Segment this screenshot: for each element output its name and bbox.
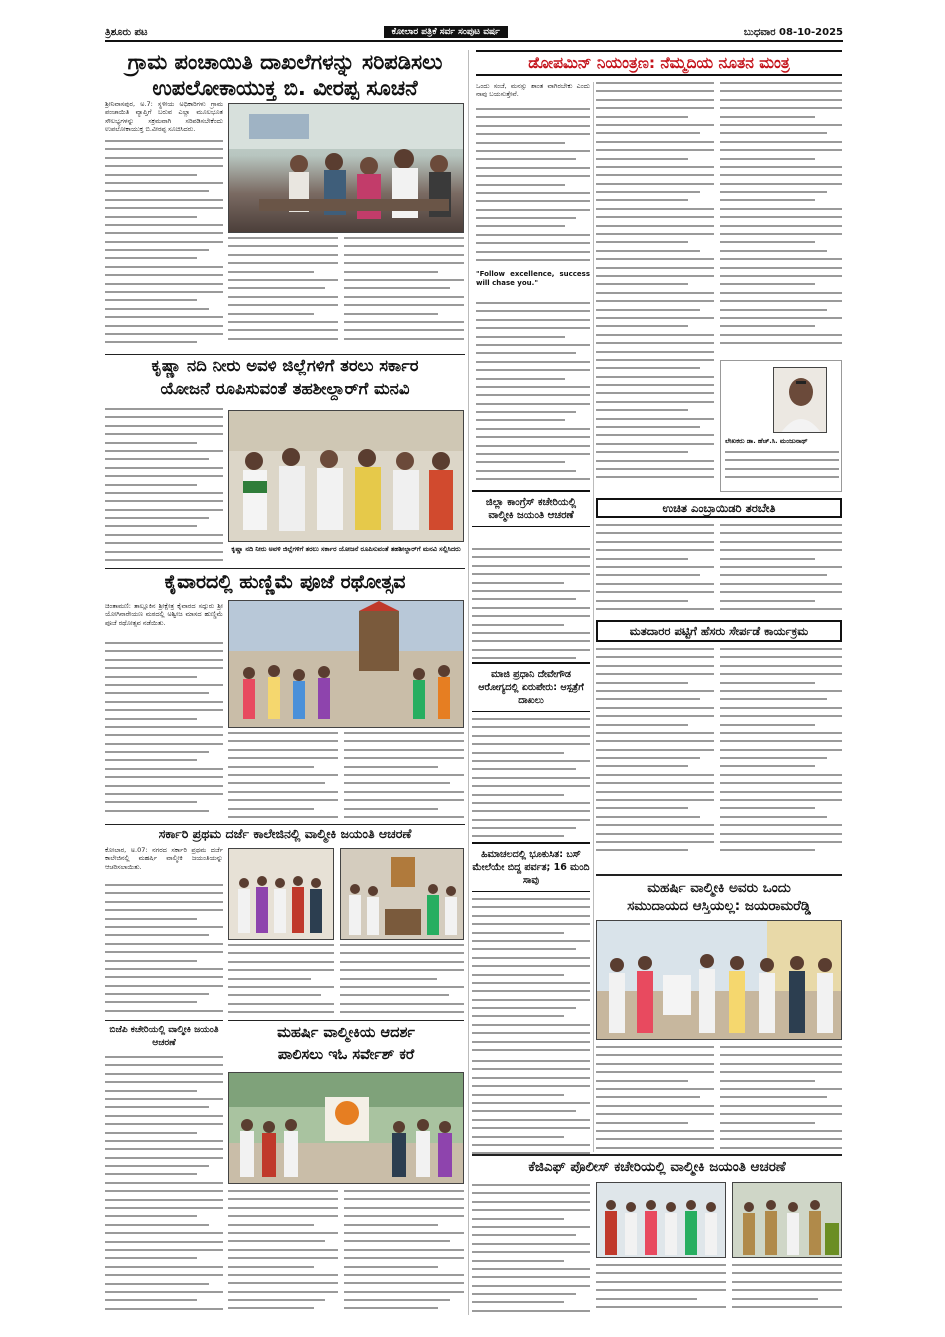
headline-dopamine: ಡೋಪಮಿನ್ ನಿಯಂತ್ರಣ: ನೆಮ್ಮದಿಯ ನೂತನ ಮಂತ್ರ (528, 54, 790, 72)
photo-college-group (228, 848, 334, 940)
photo-kaivara-procession (228, 600, 464, 728)
headline-gram-1: ಗ್ರಾಮ ಪಂಚಾಯಿತಿ ದಾಖಲೆಗಳನ್ನು ಸರಿಪಡಿಸಲು (127, 50, 443, 74)
headline-gram-2: ಉಪಲೋಕಾಯುಕ್ತ ಬಿ. ವೀರಪ್ಪ ಸೂಚನೆ (152, 76, 418, 100)
photo-college-portrait-art (341, 849, 464, 940)
headline-himachal: ಹಿಮಾಚಲದಲ್ಲಿ ಭೂಕುಸಿತ: ಬಸ್ ಮೇಲೆಯೇ ಬಿದ್ದ ಪರ್ವತ; 16 ಮಂದಿ ಸಾವು (472, 842, 590, 892)
photo-jayaram-art (597, 921, 842, 1040)
article-adarsha-col1 (228, 1190, 338, 1314)
photo-college-art (229, 849, 334, 940)
article-matadar-col2 (720, 648, 842, 858)
caption-krishna: ಕೃಷ್ಣಾ ನದಿ ನೀರು ಅವಳಿ ಜಿಲ್ಲೆಗಳಿಗೆ ತರಲು ಸರ್ಕಾರ ಯೋಜನೆ ರೂಪಿಸುವಂತೆ ತಹಶೀಲ್ದಾರ್‌ಗೆ ಮನವಿ ಸಲ್ಲಿಸಿದರು (231, 545, 461, 553)
author-portrait-art (774, 368, 827, 433)
photo-adarsha-art (229, 1073, 464, 1184)
article-kaivara-col3 (344, 732, 464, 820)
article-dopamine-col3 (720, 82, 842, 354)
photo-jayaram-event (596, 920, 842, 1040)
article-gram-body (105, 140, 223, 350)
article-gram-lead: ಶ್ರೀನಿವಾಸಪುರ, ಅ.7: ಸ್ಥಳೀಯ ಅಧಿಕಾರಿಗಳು ಗ್ರಾಮ ಪಂಚಾಯಿತಿ ವ್ಯಾಪ್ತಿಗೆ ಬರುವ ಎಲ್ಲಾ ಮೂಲಭೂತ ಸೌಲಭ್ಯಗಳನ್ನು ಸಕ್ರಮವಾಗಿ ಸರಿಪಡಿಸಬೇಕೆಂದು ಉಪಲೋಕಾಯುಕ್ತ ಬಿ.ವೀರಪ್ಪ ಸೂಚಿಸಿದರು. (105, 100, 223, 134)
photo-kgf-art (597, 1183, 726, 1258)
page-header (105, 24, 843, 42)
article-dopamine-col1 (476, 108, 590, 268)
article-kaivara-body (105, 642, 223, 818)
article-himachal-cont (472, 1060, 590, 1154)
article-devegowda-body (472, 718, 590, 838)
author-box (720, 360, 842, 492)
headline-krishna-2: ಯೋಜನೆ ರೂಪಿಸುವಂತೆ ತಹಶೀಲ್ದಾರ್‌ಗೆ ಮನವಿ (160, 379, 410, 398)
headline-college: ಸರ್ಕಾರಿ ಪ್ರಥಮ ದರ್ಜೆ ಕಾಲೇಜಿನಲ್ಲಿ ವಾಲ್ಮೀಕಿ ಜಯಂತಿ ಆಚರಣೆ (158, 826, 412, 841)
article-bjp-body (105, 1056, 223, 1312)
article-dopamine-lead: ಒಂದು ಸಂಜೆ, ಮನಸ್ಸು ಶಾಂತ ವಾಗಿರಬೇಕು ಎಂದು ನಾವು ಬಯಸುತ್ತೇವೆ. (476, 82, 590, 99)
author-caption: ಲೇಖಕರು ಡಾ. ಹೆಚ್.ಸಿ. ಮಂಜುನಾಥ್ (725, 437, 808, 445)
headline-adarsha-1: ಮಹರ್ಷಿ ವಾಲ್ಮೀಕಿಯ ಆದರ್ಶ (277, 1025, 415, 1041)
article-kgf-col3 (732, 1264, 842, 1314)
divider (105, 568, 465, 569)
header-masthead: ಕೋಲಾರ ಪತ್ರಿಕೆ ಸರ್ವ ಸಂಪುಟ ವರ್ಷ (384, 26, 508, 38)
article-college-col3 (340, 944, 464, 1016)
headline-kgf: ಕೆಜಿಎಫ್ ಪೊಲೀಸ್ ಕಚೇರಿಯಲ್ಲಿ ವಾಲ್ಮೀಕಿ ಜಯಂತಿ ಆಚರಣೆ (528, 1159, 786, 1175)
photo-lokayukta-meeting (228, 103, 464, 233)
column-rule (593, 82, 594, 1152)
article-jayaram-col2 (720, 1046, 842, 1150)
article-gram-col3 (344, 237, 464, 347)
article-krishna-body (105, 408, 223, 568)
article-dopamine-col2 (596, 82, 714, 492)
divider (105, 354, 465, 355)
divider (105, 824, 465, 825)
column-rule (468, 50, 469, 1315)
photo-kgf-group (596, 1182, 726, 1258)
author-caption-body (725, 451, 839, 489)
article-college-col2 (228, 944, 334, 1016)
article-himachal-body (472, 898, 590, 1054)
article-jayaram-col1 (596, 1046, 714, 1150)
article-ucita-col2 (720, 524, 842, 616)
photo-krishna-art (229, 411, 464, 542)
headline-congress: ಜಿಲ್ಲಾ ಕಾಂಗ್ರೆಸ್ ಕಚೇರಿಯಲ್ಲಿ ವಾಲ್ಮೀಕಿ ಜಯಂತಿ ಆಚರಣೆ (472, 490, 590, 527)
article-congress-body (472, 548, 590, 660)
headline-kaivara: ಕೈವಾರದಲ್ಲಿ ಹುಣ್ಣಿಮೆ ಪೂಜೆ ರಥೋತ್ಸವ (164, 571, 406, 593)
divider (472, 1154, 842, 1156)
article-kgf-col2 (596, 1264, 726, 1314)
author-photo (773, 367, 827, 433)
photo-kgf-police-art (733, 1183, 842, 1258)
photo-krishna-memorandum (228, 410, 464, 542)
article-kaivara-lead: ಚಿಂತಾಮಣಿ: ತಾಲ್ಲೂಕಿನ ಶ್ರೀಕ್ಷೇತ್ರ ಕೈವಾರದ ಸದ್ಗುರು ಶ್ರೀ ಯೋಗಿನಾರೇಯಣ ಮಠದಲ್ಲಿ ಅಶ್ವೀಜ ಮಾಸದ ಹುಣ್ಣಿಮೆ ಪೂಜೆ ರಥೋತ್ಸವ ನಡೆಯಿತು. (105, 602, 223, 627)
header-section-name: ತ್ರಿಶೂರು ಪಟ (105, 26, 148, 38)
headline-jayaram-1: ಮಹರ್ಷಿ ವಾಲ್ಮೀಕಿ ಅವರು ಒಂದು (647, 880, 791, 896)
divider (596, 874, 842, 876)
divider (105, 1020, 223, 1021)
headline-jayaram-2: ಸಮುದಾಯದ ಆಸ್ತಿಯಲ್ಲ: ಜಯರಾಮರೆಡ್ಡಿ (627, 898, 811, 914)
article-dopamine-col1b (476, 302, 590, 492)
header-date: ಬುಧವಾರ 08-10-2025 (743, 26, 843, 38)
headline-ucita: ಉಚಿತ ಎಂಬ್ರಾಯಿಡರಿ ತರಬೇತಿ (596, 498, 842, 518)
article-gram-col2 (228, 237, 338, 347)
photo-kaivara-art (229, 601, 464, 728)
article-dopamine-quote: "Follow excellence, success will chase you." (476, 270, 590, 287)
photo-lokayukta-meeting-art (229, 104, 464, 233)
divider (228, 1020, 464, 1021)
photo-college-portrait (340, 848, 464, 940)
article-kaivara-col2 (228, 732, 338, 820)
headline-devegowda: ಮಾಜಿ ಪ್ರಧಾನಿ ದೇವೇಗೌಡ ಆರೋಗ್ಯದಲ್ಲಿ ಏರುಪೇರು: ಆಸ್ಪತ್ರೆಗೆ ದಾಖಲು (472, 662, 590, 712)
headline-bjp: ಬಿಜೆಪಿ ಕಚೇರಿಯಲ್ಲಿ ವಾಲ್ಮೀಕಿ ಜಯಂತಿ ಆಚರಣೆ (109, 1025, 219, 1048)
article-adarsha-col2 (344, 1190, 464, 1314)
article-ucita-col1 (596, 524, 714, 616)
article-kgf-body (472, 1184, 590, 1314)
photo-kgf-police (732, 1182, 842, 1258)
article-matadar-col1 (596, 648, 714, 858)
headline-krishna-1: ಕೃಷ್ಣಾ ನದಿ ನೀರು ಅವಳಿ ಜಿಲ್ಲೆಗಳಿಗೆ ತರಲು ಸರ್ಕಾರ (151, 356, 419, 375)
article-college-lead: ಕೋಲಾರ, ಅ.07: ನಗರದ ಸರ್ಕಾರಿ ಪ್ರಥಮ ದರ್ಜೆ ಕಾಲೇಜಿನಲ್ಲಿ ಮಹರ್ಷಿ ವಾಲ್ಮೀಕಿ ಜಯಂತಿಯನ್ನು ಆಚರಿಸಲಾಯಿತು. (105, 846, 223, 871)
headline-adarsha-2: ಪಾಲಿಸಲು ಇಓ ಸರ್ವೇಶ್ ಕರೆ (277, 1047, 415, 1063)
photo-adarsha-event (228, 1072, 464, 1184)
dopamine-headline-box (476, 50, 842, 76)
headline-matadar: ಮತದಾರರ ಪಟ್ಟಿಗೆ ಹೆಸರು ಸೇರ್ಪಡೆ ಕಾರ್ಯಕ್ರಮ (596, 620, 842, 642)
article-college-body (105, 884, 223, 1016)
